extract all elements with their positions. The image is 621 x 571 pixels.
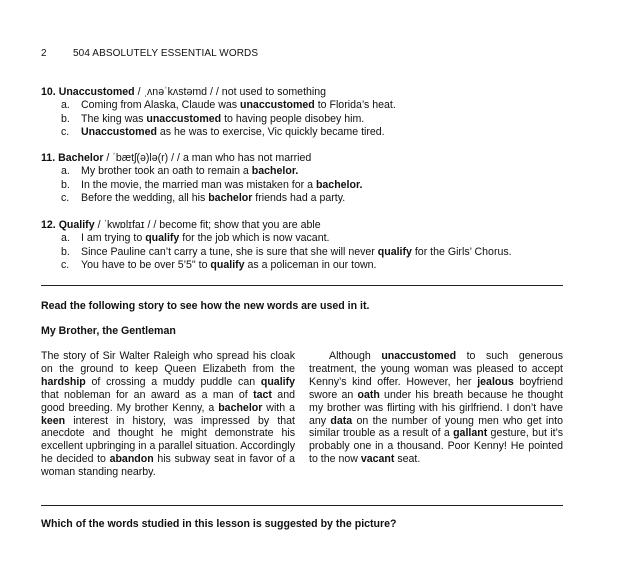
story-text: The story of Sir Walter Raleigh who spread his cloak on the ground to keep Queen Elizabeth from the xyxy=(41,350,295,375)
story-text: under his breath because he thought my brother was flirting with his girlfriend. I don’t have any xyxy=(309,388,563,427)
entry-definition: a man who has not married xyxy=(182,152,312,164)
story-column-right xyxy=(309,350,563,466)
example-sentence: b. Since Pauline can’t carry a tune, she is sure that she will never qualify for the Girls’ Chorus. xyxy=(61,245,512,258)
example-sentence: c. You have to be over 5’5" to qualify as a policeman in our town. xyxy=(61,259,377,272)
key-word: unaccustomed xyxy=(146,112,222,125)
entry-heading: 12. Qualify / ˈkwɒlɪfaɪ / / become fit; show that you are able xyxy=(41,219,321,231)
story-text: on the number of young men who get into similar trouble as a result of a xyxy=(309,414,564,440)
story-text: that nobleman for an award as a man of xyxy=(41,388,254,401)
section-divider xyxy=(41,285,563,286)
entry-definition: become fit; show that you are able xyxy=(159,219,321,231)
vocab-word: oath xyxy=(357,388,380,401)
story-text: interest in history, was impressed by that anecdote and thought he might demonstrate his excellent upbringing in a parallel situation. Accordingly he decided to xyxy=(41,414,295,466)
word-entry-qualify xyxy=(41,219,581,273)
word-entry-unaccustomed xyxy=(41,86,581,140)
entry-pronunciation: / ˈbætʃ(ə)lə(r) / xyxy=(106,152,175,164)
key-word: bachelor. xyxy=(315,178,363,191)
word-entry-bachelor xyxy=(41,152,581,206)
key-word: bachelor. xyxy=(251,165,299,178)
book-title: 504 ABSOLUTELY ESSENTIAL WORDS xyxy=(73,48,259,59)
story-text: boyfriend swore an xyxy=(309,375,564,401)
example-sentence: b. In the movie, the married man was mistaken for a bachelor. xyxy=(61,178,363,191)
story-instruction: Read the following story to see how the new words are used in it. xyxy=(41,300,370,312)
key-word: qualify xyxy=(145,232,180,245)
story-text: seat. xyxy=(394,453,421,466)
vocab-word: bachelor xyxy=(218,401,263,414)
key-word: qualify xyxy=(377,245,412,258)
example-sentence: c. Before the wedding, all his bachelor friends had a party. xyxy=(61,192,346,205)
key-word: qualify xyxy=(210,259,245,272)
vocab-word: qualify xyxy=(260,375,295,388)
entry-word: Qualify xyxy=(58,219,95,231)
vocab-word: tact xyxy=(253,388,272,401)
example-sentence: a. My brother took an oath to remain a bachelor. xyxy=(61,165,299,178)
vocab-word: keen xyxy=(41,414,66,427)
vocab-word: hardship xyxy=(41,375,86,388)
picture-question: Which of the words studied in this lesson is suggested by the picture? xyxy=(41,518,397,530)
example-sentence: b. The king was unaccustomed to having people disobey him. xyxy=(61,112,365,125)
page-header xyxy=(41,48,258,59)
example-sentence: c. Unaccustomed as he was to exercise, Vic quickly became tired. xyxy=(61,126,385,139)
story-text: and good breeding. My brother Kenny, a xyxy=(41,388,295,414)
section-divider xyxy=(41,505,563,506)
story-text: of crossing a muddy puddle can xyxy=(85,375,261,388)
entry-pronunciation: / ˌʌnəˈkʌstəmd / xyxy=(137,86,213,98)
vocab-word: gallant xyxy=(453,427,488,440)
story-text: Although xyxy=(329,350,382,362)
entry-number: 11. xyxy=(41,152,56,164)
entry-word: Unaccustomed xyxy=(58,86,135,98)
vocab-word: vacant xyxy=(360,453,395,466)
entry-heading: 11. Bachelor / ˈbætʃ(ə)lə(r) / / a man who has not married xyxy=(41,152,312,164)
story-text: to such generous treatment, the young woman was pleased to accept Kenny’s kind offer. However, her xyxy=(309,350,563,388)
vocab-word: unaccustomed xyxy=(381,350,457,362)
story-title: My Brother, the Gentleman xyxy=(41,325,176,337)
example-sentence: a. I am trying to qualify for the job which is now vacant. xyxy=(61,232,330,245)
story-paragraph xyxy=(309,350,563,466)
entry-number: 10. xyxy=(41,86,56,98)
entry-definition: not used to something xyxy=(221,86,327,98)
vocab-word: abandon xyxy=(109,453,154,466)
key-word: bachelor xyxy=(208,192,253,205)
key-word: Unaccustomed xyxy=(81,126,157,139)
vocab-word: jealous xyxy=(477,375,514,388)
story-text: with a xyxy=(262,401,295,414)
vocab-word: data xyxy=(330,414,353,427)
entry-word: Bachelor xyxy=(58,152,104,164)
entry-pronunciation: / ˈkwɒlɪfaɪ / xyxy=(97,219,151,231)
story-text: his subway seat in favor of a woman standing nearby. xyxy=(41,453,295,479)
story-text: gesture, but it’s probably one in a thousand. Poor Kenny! He pointed to the now xyxy=(309,427,563,466)
example-sentence: a. Coming from Alaska, Claude was unaccustomed to Florida’s heat. xyxy=(61,99,396,112)
page-number: 2 xyxy=(41,48,47,59)
entry-number: 12. xyxy=(41,219,56,231)
key-word: unaccustomed xyxy=(239,99,315,112)
story-paragraph xyxy=(41,350,295,479)
entry-heading: 10. Unaccustomed / ˌʌnəˈkʌstəmd / / not used to something xyxy=(41,86,327,98)
story-column-left xyxy=(41,350,295,479)
